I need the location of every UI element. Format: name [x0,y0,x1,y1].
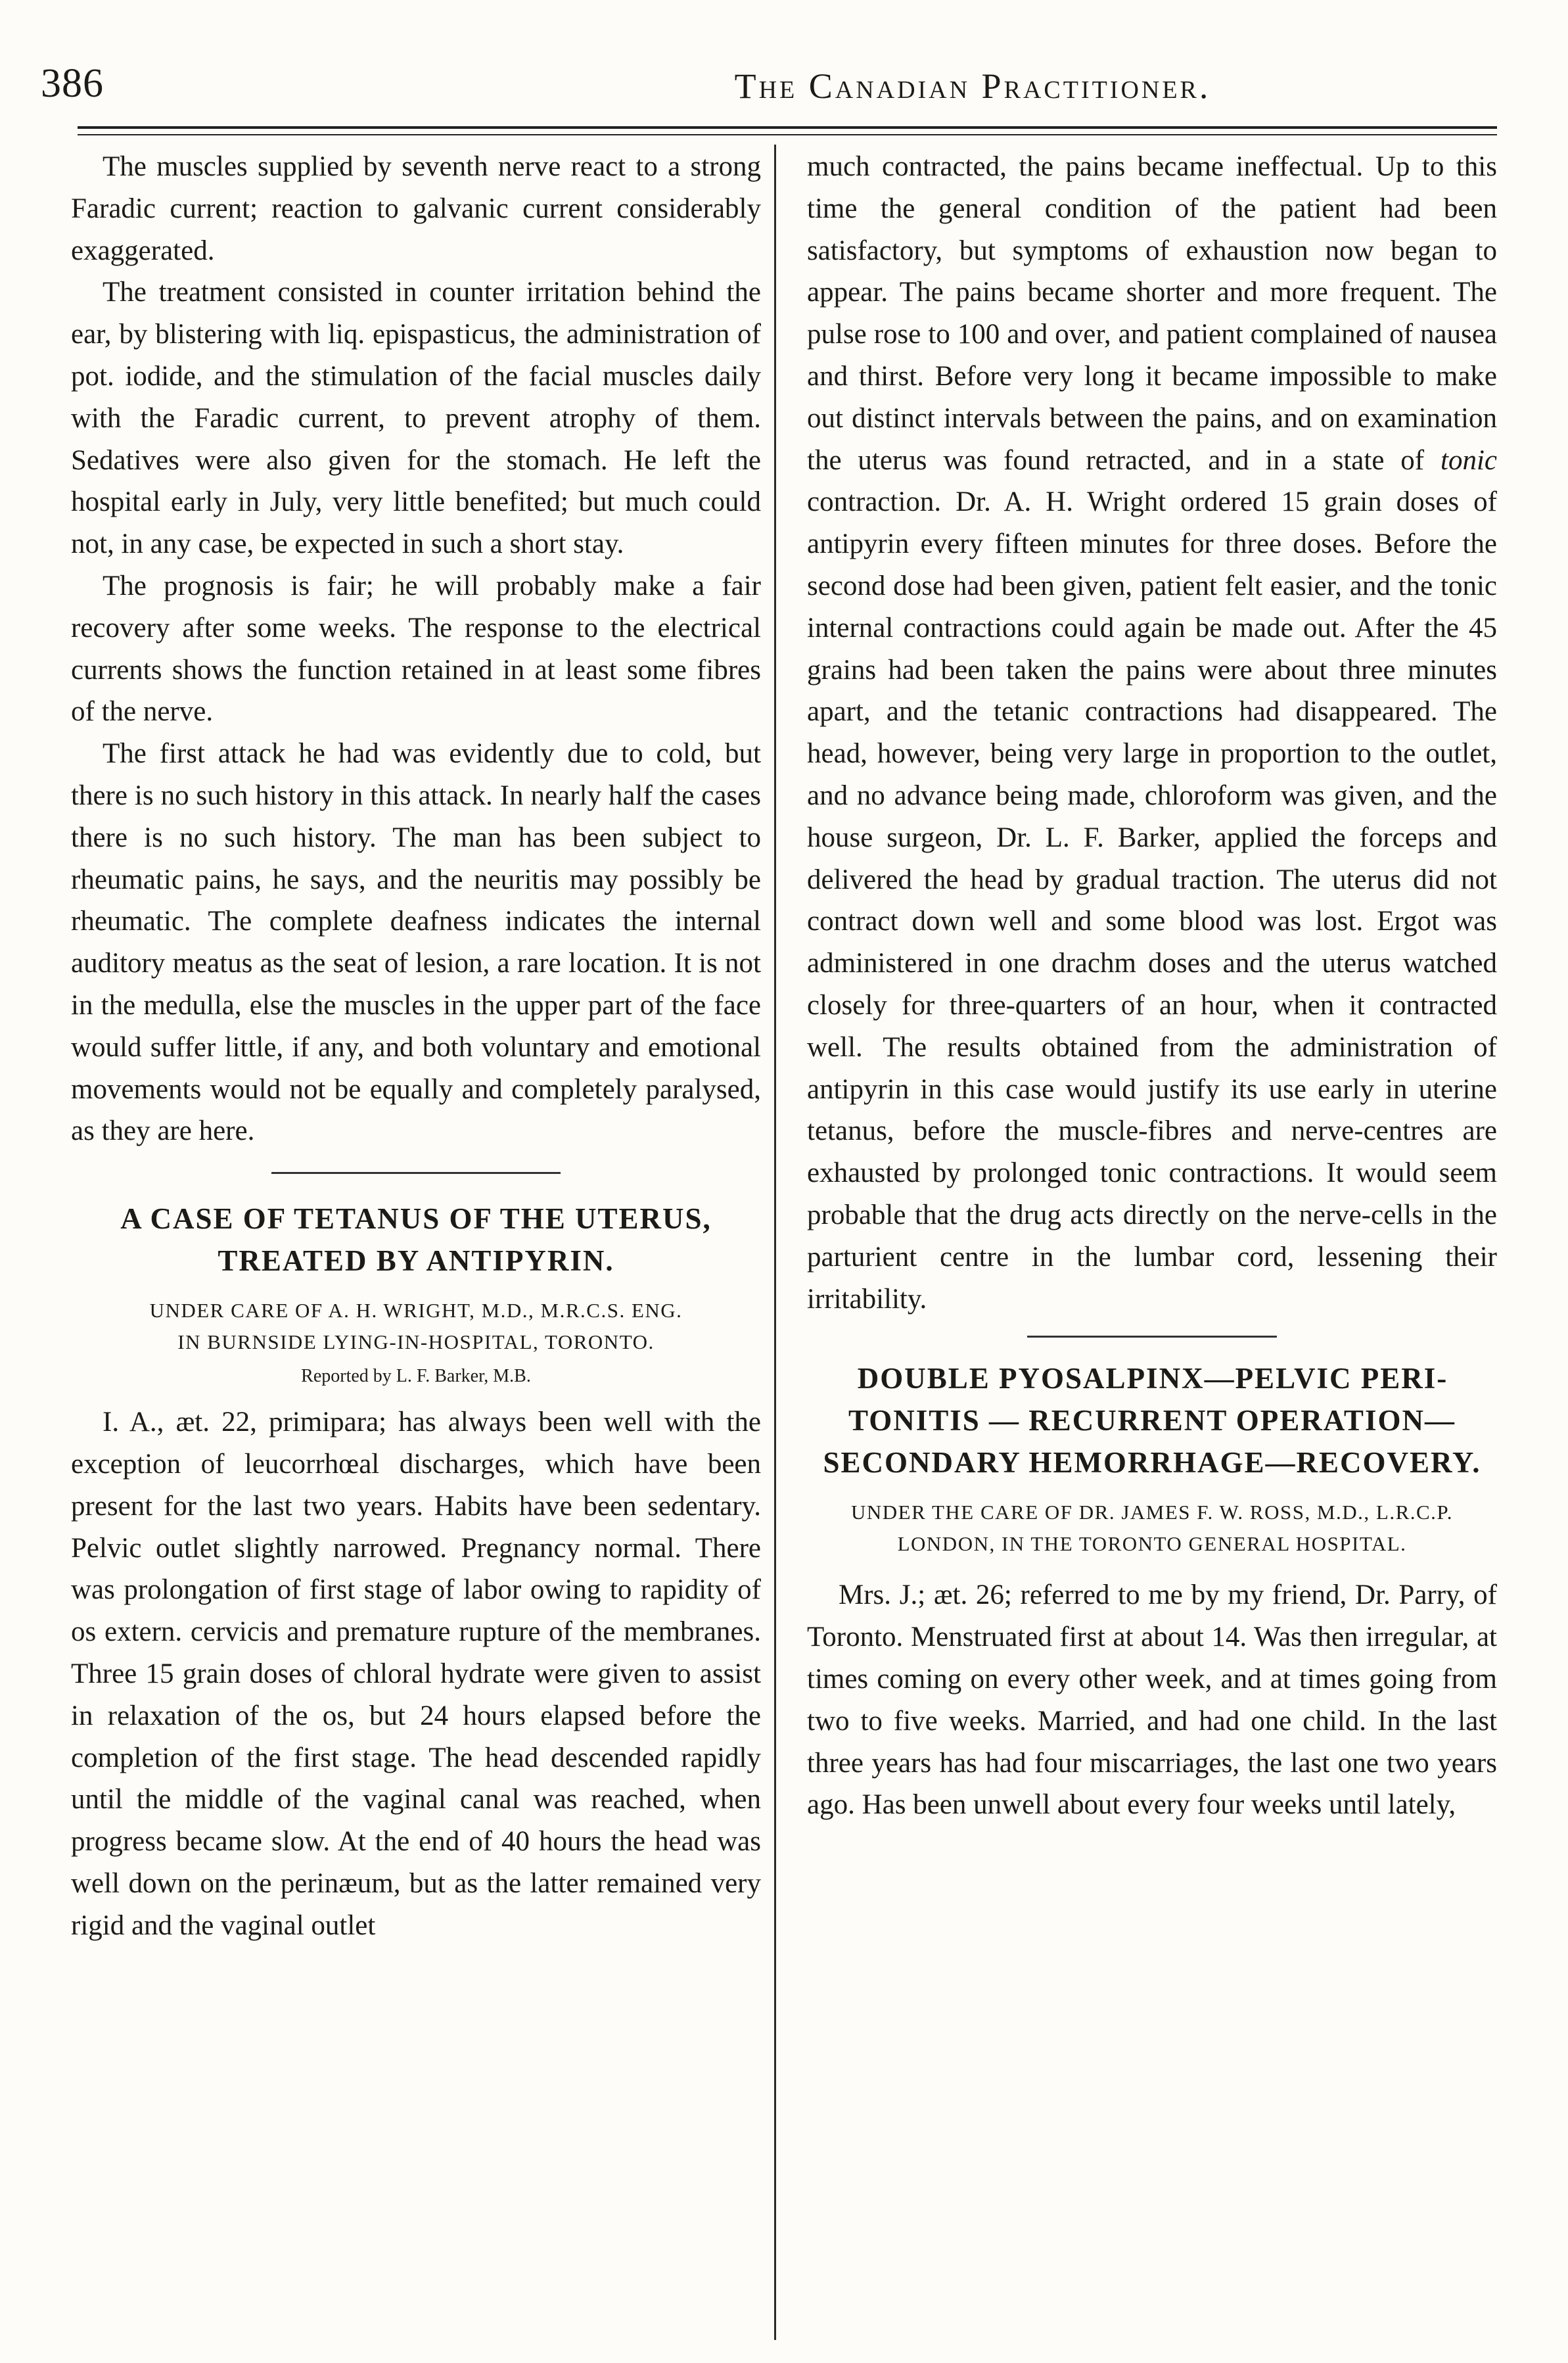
continued-text: much contracted, the pains became ineffectual. Up to this time the general condition of the patient had been satisfactory, but symptoms of exhaustion now began to appear. The pains became shorter and more frequent. The pulse rose to 100 and over, and patient complained of nausea and thirst. Before very long it became impossible to make out distinct intervals between the pains, and on examination the uterus was found retracted, and in a state of [807,151,1497,476]
body-paragraph: Mrs. J.; æt. 26; referred to me by my friend, Dr. Parry, of Toronto. Menstruated first at about 14. Was then irregular, at times coming on every other week, and at times going from two to five weeks. Married, and had one child. In the last three years has had four miscarriages, the last one two years ago. Has been unwell about every four weeks until lately, [807,1579,1497,1821]
body-paragraph: The prognosis is fair; he will probably make a fair recovery after some weeks. The response to the electrical currents shows the function retained in at least some fibres of the nerve. [71,570,761,728]
left-column [71,146,761,1946]
article-title: A CASE OF TETANUS OF THE UTERUS, TREATED BY ANTIPYRIN. [120,1202,712,1278]
article-byline: UNDER CARE OF A. H. WRIGHT, M.D., M.R.C.S. ENG. [149,1299,683,1322]
section-separator [271,1172,561,1174]
header-rule [78,126,1497,129]
body-paragraph: The treatment consisted in counter irritation behind the ear, by blistering with liq. epispasticus, the administration of pot. iodide, and the stimulation of the facial muscles daily with the Faradic current, to prevent atrophy of them. Sedatives were also given for the stomach. He left the hospital early in July, very little benefited; but much could not, in any case, be expected in such a short stay. [71,277,761,560]
page-number: 386 [41,61,104,106]
section-separator [1027,1336,1277,1338]
reported-by: Reported by L. F. Barker, M.B. [301,1366,531,1387]
article-location: IN BURNSIDE LYING-IN-HOSPITAL, TORONTO. [177,1330,655,1354]
continued-paragraph [807,146,1497,1320]
article-byline: UNDER THE CARE OF DR. JAMES F. W. ROSS, M.D., L.R.C.P. LONDON, IN THE TORONTO GENERAL HOSPITAL. [851,1501,1453,1556]
article-title: DOUBLE PYOSALPINX—PELVIC PERITONITIS — RECURRENT OPERATION—SECONDARY HEMORRHAGE—RECOVERY. [823,1362,1481,1480]
column-divider [774,145,776,2340]
running-head: The Canadian Practitioner. [734,66,1211,106]
header-rule-thin [78,134,1497,135]
body-paragraph: The first attack he had was evidently due to cold, but there is no such history in this attack. In nearly half the cases there is no such history. The man has been subject to rheumatic pains, he says, and the neuritis may possibly be rheumatic. The complete deafness indicates the internal auditory meatus as the seat of lesion, a rare location. It is not in the medulla, else the muscles in the upper part of the face would suffer little, if any, and both voluntary and emotional movements would not be equally and completely paralysed, as they are here. [71,738,761,1147]
right-column [807,146,1497,1826]
body-paragraph: I. A., æt. 22, primipara; has always been well with the exception of leucorrhœal discharges, which have been present for the last two years. Habits have been sedentary. Pelvic outlet slightly narrowed. Pregnancy normal. There was prolongation of first stage of labor owing to rapidity of os extern. cervicis and premature rupture of the membranes. Three 15 grain doses of chloral hydrate were given to assist in relaxation of the os, but 24 hours elapsed before the completion of the first stage. The head descended rapidly until the middle of the vaginal canal was reached, when progress became slow. At the end of 40 hours the head was well down on the perinæum, but as the latter remained very rigid and the vaginal outlet [71,1407,761,1941]
continued-text: contraction. Dr. A. H. Wright ordered 15 grain doses of antipyrin every fifteen minutes for three doses. Before the second dose had been given, patient felt easier, and the tonic internal contractions could again be made out. After the 45 grains had been taken the pains were about three minutes apart, and the tetanic contractions had disappeared. The head, however, being very large in proportion to the outlet, and no advance being made, chloroform was given, and the house surgeon, Dr. L. F. Barker, applied the forceps and delivered the head by gradual traction. The uterus did not contract down well and some blood was lost. Ergot was administered in one drachm doses and the uterus watched closely for three-quarters of an hour, when it contracted well. The results obtained from the administration of antipyrin in this case would justify its use early in uterine tetanus, before the muscle-fibres and nerve-centres are exhausted by prolonged tonic contractions. It would seem probable that the drug acts directly on the nerve-cells in the parturient centre in the lumbar cord, lessening their irritability. [807,486,1497,1315]
italic-word: tonic [1441,444,1497,476]
body-paragraph: The muscles supplied by seventh nerve react to a strong Faradic current; reaction to galvanic current considerably exaggerated. [71,151,761,266]
